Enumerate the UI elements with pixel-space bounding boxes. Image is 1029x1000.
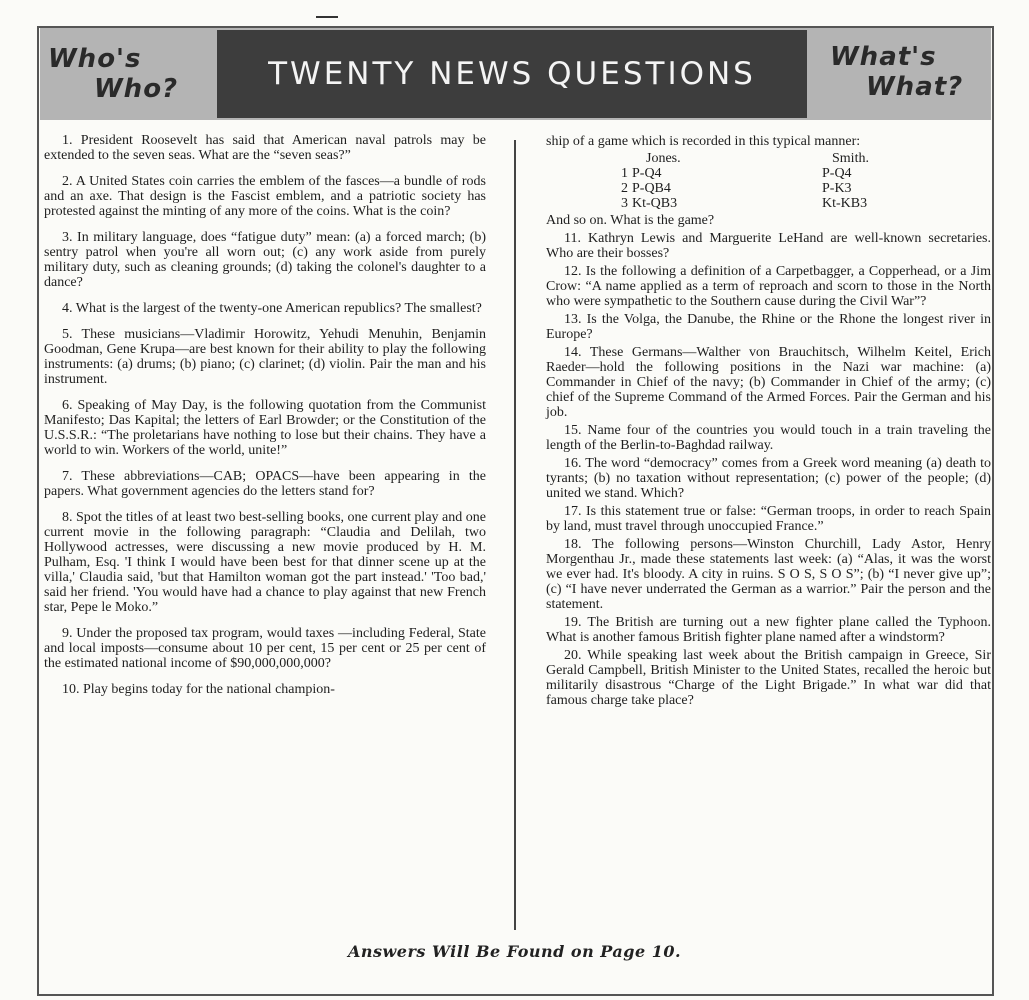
question-6: 6. Speaking of May Day, is the following quotation from the Communist Manifesto; Das Kapital; the letters of Earl Browder; or the Constitution of the U.S.S.R.: “The proletarians have nothing to lose but their chains. They have a world to win. Workers of the world, unite!” [44,398,486,458]
whos-who-line2: Who? [94,74,179,104]
chess-move-white: P-Q4 [632,166,662,181]
chess-player-smith: Smith. [832,151,869,166]
question-18: 18. The following persons—Winston Churchill, Lady Astor, Henry Morgenthau Jr., made these statements last week: (a) “Alas, it was the worst we ever had. It's bloody. A city in ruins. S O S, S O S”; (b) “I never give up”; (c) “I have never underrated the German as a warrior.” Pair the person and the statement. [546,537,991,612]
question-9: 9. Under the proposed tax program, would taxes —including Federal, State and local imposts—consume about 10 per cent, 15 per cent or 25 per cent of the estimated national income of $90,000,000,000? [44,626,486,671]
page-title: TWENTY NEWS QUESTIONS [217,30,807,118]
question-8: 8. Spot the titles of at least two best-selling books, one current play and one current movie in the following paragraph: “Claudia and Delilah, two Hollywood actresses, were discussing a new movie produced by H. M. Pulham, Esq. 'I think I would have been best for that dinner scene up at the villa,' Claudia said, 'but that Hamilton woman got the part instead.' 'Too bad,' said her friend. 'You would have had a chance to play against that new French star, Pepe le Moko.” [44,510,486,615]
question-13: 13. Is the Volga, the Danube, the Rhine or the Rhone the longest river in Europe? [546,312,991,342]
whos-who-label [48,44,178,104]
question-4: 4. What is the largest of the twenty-one American republics? The smallest? [62,301,482,316]
question-7: 7. These abbreviations—CAB; OPACS—have been appearing in the papers. What government agencies do the letters stand for? [44,469,486,499]
question-19: 19. The British are turning out a new fighter plane called the Typhoon. What is another famous British fighter plane named after a windstorm? [546,615,991,645]
whats-what-line1: What's [830,42,937,72]
right-column [546,134,991,711]
question-3: 3. In military language, does “fatigue duty” mean: (a) a forced march; (b) sentry patrol when you're all worn out; (c) any work aside from purely military duty, such as cleaning grounds; (d) taking the colonel's daughter to a dance? [44,230,486,290]
question-1: 1. President Roosevelt has said that American naval patrols may be extended to the seven seas. What are the “seven seas?” [44,133,486,163]
left-column [44,133,486,708]
chess-move-black: P-K3 [822,181,852,196]
top-mark [316,16,338,18]
chess-player-jones: Jones. [646,151,681,166]
question-16: 16. The word “democracy” comes from a Greek word meaning (a) death to tyrants; (b) no taxation without representation; (c) power of the people; (d) united we stand. Which? [546,456,991,501]
chess-move-white: Kt-QB3 [632,196,678,211]
question-12: 12. Is the following a definition of a Carpetbagger, a Copperhead, or a Jim Crow: “A name applied as a term of reproach and scorn to those in the North who were sympathetic to the Southern cause during the Civil War”? [546,264,991,309]
column-divider [514,140,516,930]
whats-what-label [830,42,963,102]
chess-moves-table [546,151,991,211]
question-10-end: And so on. What is the game? [546,213,715,228]
chess-move-number: 3 [621,196,628,211]
chess-move-black: Kt-KB3 [822,196,868,211]
chess-move-number: 1 [621,166,628,181]
question-2: 2. A United States coin carries the emblem of the fasces—a bundle of rods and an axe. That design is the Fascist emblem, and a patriotic society has protested against the minting of any more of the coins. What is the coin? [44,174,486,219]
question-15: 15. Name four of the countries you would touch in a train traveling the length of the Berlin-to-Baghdad railway. [546,423,991,453]
question-11: 11. Kathryn Lewis and Marguerite LeHand are well-known secretaries. Who are their bosses? [546,231,991,261]
whats-what-line2: What? [866,72,964,102]
whos-who-line1: Who's [48,44,142,74]
answers-footer: Answers Will Be Found on Page 10. [347,942,682,961]
question-10-continued: ship of a game which is recorded in this typical manner: [546,134,861,149]
question-14: 14. These Germans—Walther von Brauchitsch, Wilhelm Keitel, Erich Raeder—hold the following positions in the Nazi war machine: (a) Commander in Chief of the navy; (b) Commander in Chief of the army; (c) chief of the Supreme Command of the Armed Forces. Pair the German and his job. [546,345,991,420]
question-10: 10. Play begins today for the national champion- [62,682,335,697]
question-5: 5. These musicians—Vladimir Horowitz, Yehudi Menuhin, Benjamin Goodman, Gene Krupa—are best known for their ability to play the following instruments: (a) drums; (b) piano; (c) clarinet; (d) violin. Pair the man and his instrument. [44,327,486,387]
question-17: 17. Is this statement true or false: “German troops, in order to reach Spain by land, must travel through unoccupied France.” [546,504,991,534]
chess-move-white: P-QB4 [632,181,671,196]
chess-move-number: 2 [621,181,628,196]
chess-move-black: P-Q4 [822,166,852,181]
question-20: 20. While speaking last week about the British campaign in Greece, Sir Gerald Campbell, British Minister to the United States, recalled the heroic but militarily disastrous “Charge of the Light Brigade.” In what war did that famous charge take place? [546,648,991,708]
